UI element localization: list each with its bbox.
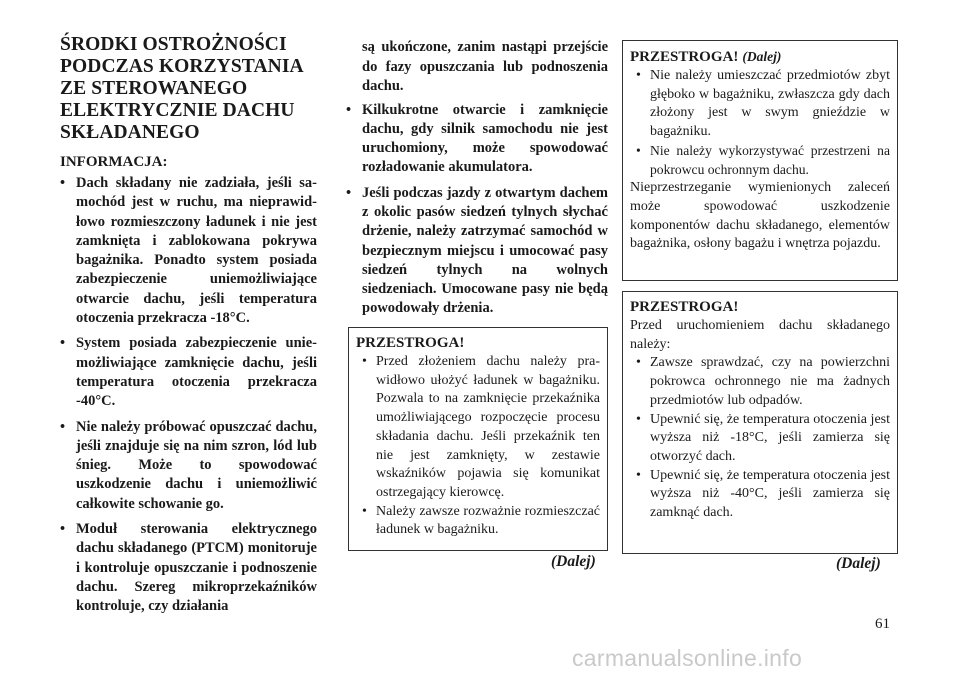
warning-title: PRZESTROGA!: [630, 299, 739, 315]
warning-item-text: Zawsze sprawdzać, czy na powierzchni pokrowca ochronnego nie ma żadnych przedmiotów lub odpadów.: [650, 355, 890, 408]
info-item: [346, 101, 608, 178]
warning-list: [630, 354, 890, 522]
middle-column: [340, 0, 608, 325]
warning-item: [356, 503, 600, 540]
info-item: [346, 184, 608, 319]
info-list: [60, 174, 317, 617]
bullet-icon: •: [60, 175, 66, 191]
bullet-icon: •: [60, 335, 66, 352]
bullet-icon: •: [636, 68, 641, 83]
warning-item-text: Nie należy umieszczać przedmiotów zbyt głęboko w bagażniku, zwłaszcza gdy dach złożony jest w swym gnieździe w bagażniku.: [650, 68, 890, 140]
continuation-text: są ukończone, zanim nastąpi przejście do fazy opuszczania lub podnoszenia dachu.: [362, 39, 608, 94]
title-line: ŚRODKI OSTROŻNOŚCI: [60, 34, 287, 55]
title-line: SKŁADANEGO: [60, 122, 200, 143]
info-item-text: Nie należy próbować opuszczać dachu, jeśli znajduje się na nim szron, lód lub śnieg. Może to spowodować uszkodzenie dachu i uniemożliwić całkowite schowanie go.: [76, 418, 317, 512]
warning-item: [630, 354, 890, 410]
warning-item-text: Przed złożeniem dachu należy prawidłowo ułożyć ładunek w bagażniku. Pozwala to na zamknięcie przekaźnika umożliwiającego rozpoczęcie procesu składania dachu. Jeśli przekaźnik ten nie jest zamknięty, w zestawie wskaźników pojawia się komunikat ostrzegający kierowcę.: [376, 354, 600, 500]
info-item: [60, 418, 317, 514]
section-title: [60, 34, 317, 144]
warning-item-text: Nie należy wykorzystywać przestrzeni na pokrowcu ochronnym dachu.: [650, 142, 890, 177]
warning-box-before-operation: [622, 291, 898, 554]
warning-title: PRZESTROGA!: [356, 335, 465, 351]
title-line: PODCZAS KORZYSTANIA: [60, 56, 304, 77]
title-line: ELEKTRYCZNIE DACHU: [60, 100, 295, 121]
info-item-text: Jeśli podczas jazdy z otwartym dachem z okolic pasów siedzeń tylnych słychać drżenie, należy zatrzymać samochód w bezpiecznym miejscu i umocować pasy siedzeń tylnych na wolnych siedzeniach. Umocowane pasy nie będą powodowały drżenia.: [362, 184, 608, 317]
bullet-icon: •: [60, 418, 66, 435]
info-item: [60, 174, 317, 328]
bullet-icon: •: [636, 467, 641, 483]
bullet-icon: •: [346, 101, 352, 118]
bullet-icon: •: [346, 184, 352, 201]
continued-label: (Dalej): [551, 553, 596, 570]
warning-title-text: PRZESTROGA!: [630, 49, 739, 65]
bullet-icon: •: [362, 503, 367, 519]
info-list-continued: [340, 101, 608, 319]
info-item: [60, 334, 317, 411]
info-item-text: Kilkukrotne otwarcie i zamknięcie dachu, gdy silnik samochodu nie jest uruchomiony, może spowodować rozładowanie akumulatora.: [362, 101, 608, 176]
warning-item: [630, 411, 890, 467]
info-item-text: Moduł sterowania elektrycznego dachu składanego (PTCM) monitoruje i kontroluje opuszczanie i podnoszenie dachu. Szereg mikroprzekaźników kontroluje, czy działania: [76, 521, 317, 615]
left-column: [60, 0, 317, 623]
warning-item-text: Upewnić się, że temperatura otoczenia jest wyższa niż -40°C, jeśli zamierza się zamknąć dach.: [650, 467, 890, 521]
warning-item-text: Upewnić się, że temperatura otoczenia jest wyższa niż -18°C, jeśli zamierza się otworzyć dach.: [650, 411, 890, 464]
warning-intro: Przed uruchomieniem dachu składanego należy:: [630, 318, 890, 352]
warning-title: [630, 47, 890, 67]
warning-item: [630, 67, 890, 142]
warning-title-continued: (Dalej): [742, 49, 782, 64]
warning-item: [630, 467, 890, 523]
info-item-text: Dach składany nie zadziała, jeśli samochód jest w ruchu, ma nieprawidłowo rozmieszczony ładunek i nie jest zamknięta i zablokowana pokrywa bagażnika. Ponadto system posiada zabezpieczenie uniemożliwiające otwarcie dachu, jeśli temperatura otoczenia przekracza -18°C.: [76, 175, 317, 327]
bullet-icon: •: [60, 521, 66, 538]
warning-item-text: Należy zawsze rozważnie rozmieszczać ładunek w bagażniku.: [376, 503, 600, 538]
info-label: INFORMACJA:: [60, 154, 168, 170]
warning-item: [630, 142, 890, 179]
title-line: ZE STEROWANEGO: [60, 78, 248, 99]
warning-item: [356, 353, 600, 503]
continued-label: (Dalej): [836, 555, 881, 572]
info-item: [60, 520, 317, 616]
bullet-icon: •: [636, 355, 641, 371]
warning-box-load: [348, 327, 608, 551]
bullet-icon: •: [636, 411, 641, 427]
watermark: carmanualsonline.info: [572, 645, 803, 671]
page-number: 61: [875, 616, 890, 632]
bullet-icon: •: [362, 354, 367, 369]
warning-list: [356, 353, 600, 540]
warning-list: [630, 67, 890, 179]
info-item-text: System posiada zabezpieczenie uniemożliwiające zamknięcie dachu, jeśli temperatura otoczenia przekracza -40°C.: [76, 335, 317, 410]
warning-paragraph: Nieprzestrzeganie wymienionych zaleceń może spowodować uszkodzenie komponentów dachu składanego, elementów bagażnika, osłony bagażu i wnętrza pojazdu.: [630, 180, 890, 252]
warning-box-trunk: [622, 40, 898, 281]
bullet-icon: •: [636, 142, 641, 158]
